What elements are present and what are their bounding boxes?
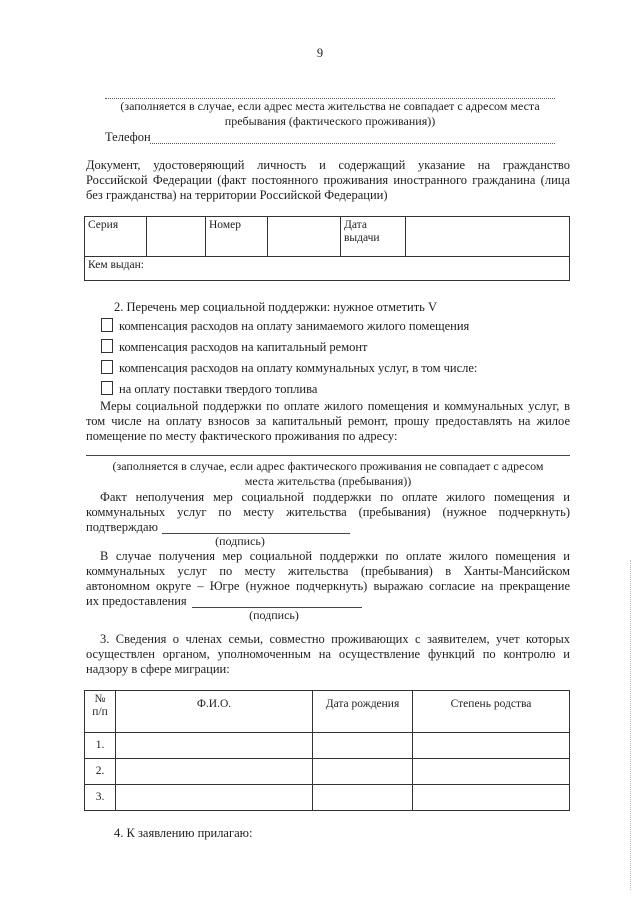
checkbox-capital-repair[interactable] (101, 339, 113, 353)
section2-heading: 2. Перечень мер социальной поддержки: нужное отметить V (114, 300, 438, 314)
identity-doc-table (84, 216, 570, 281)
row-number: 1. (85, 733, 116, 759)
col-num-header: № п/п (85, 691, 116, 733)
address-note-line2: пребывания (фактического проживания)) (224, 114, 436, 128)
identity-doc-line2: Российской Федерации (факт постоянного проживания иностранного гражданина (лица (86, 173, 570, 187)
name-cell[interactable] (116, 759, 313, 785)
option-living-space[interactable] (101, 318, 469, 334)
col-birth-header: Дата рождения (313, 691, 413, 733)
option-label: компенсация расходов на оплату занимаемого жилого помещения (119, 319, 470, 333)
identity-doc-line1: Документ, удостоверяющий личность и содержащий указание на гражданство (86, 158, 570, 172)
measures-line3: помещение по месту фактического проживания по адресу: (86, 429, 398, 443)
series-label: Серия (85, 217, 147, 257)
option-label: компенсация расходов на капитальный ремонт (119, 340, 368, 354)
issued-by-field[interactable] (85, 257, 570, 281)
issue-date-field[interactable] (406, 217, 570, 257)
actual-note-line1: (заполняется в случае, если адрес фактического проживания не совпадает с адресом (112, 459, 544, 473)
option-label: на оплату поставки твердого топлива (119, 382, 318, 396)
actual-note-line2: места жительства (пребывания)) (244, 474, 412, 488)
number-label: Номер (206, 217, 268, 257)
non-receipt-line2: коммунальных услуг по месту жительства (пребывания) (нужное подчеркнуть) (86, 505, 570, 519)
phone-field[interactable] (150, 143, 555, 144)
section3-line2: осуществлен органом, уполномоченным на осуществление функций по контролю и (86, 647, 570, 661)
birth-cell[interactable] (313, 785, 413, 811)
section3-line1: 3. Сведения о членах семьи, совместно проживающих с заявителем, учет которых (100, 632, 570, 646)
col-relation-header: Степень родства (413, 691, 570, 733)
actual-address-field[interactable] (86, 455, 570, 456)
identity-doc-line3: без гражданства) на территории Российской Федерации) (86, 188, 388, 202)
non-receipt-line1: Факт неполучения мер социальной поддержки по оплате жилого помещения и (100, 490, 570, 504)
series-field[interactable] (147, 217, 206, 257)
table-row (85, 785, 570, 811)
signature-caption-2: (подпись) (249, 608, 299, 622)
family-members-table (84, 690, 570, 811)
phone-label: Телефон (105, 130, 151, 144)
birth-cell[interactable] (313, 759, 413, 785)
section3-line3: надзору в сфере миграции: (86, 662, 230, 676)
measures-line1: Меры социальной поддержки по оплате жилого помещения и коммунальных услуг, в (100, 399, 570, 413)
non-receipt-line3: подтверждаю (86, 520, 158, 534)
table-row (85, 759, 570, 785)
page-number: 9 (316, 46, 324, 60)
relation-cell[interactable] (413, 759, 570, 785)
option-solid-fuel[interactable] (101, 381, 317, 397)
number-field[interactable] (268, 217, 341, 257)
relation-cell[interactable] (413, 733, 570, 759)
relation-cell[interactable] (413, 785, 570, 811)
scan-edge (630, 560, 631, 890)
consent-line1: В случае получения мер социальной поддержки по оплате жилого помещения и (100, 549, 570, 563)
option-label: компенсация расходов на оплату коммунальных услуг, в том числе: (119, 361, 478, 375)
option-capital-repair[interactable] (101, 339, 368, 355)
section4-heading: 4. К заявлению прилагаю: (114, 826, 253, 840)
name-cell[interactable] (116, 733, 313, 759)
checkbox-utilities[interactable] (101, 360, 113, 374)
checkbox-living-space[interactable] (101, 318, 113, 332)
option-utilities[interactable] (101, 360, 477, 376)
issued-by-label: Кем выдан: (88, 259, 144, 271)
col-name-header: Ф.И.О. (116, 691, 313, 733)
table-row (85, 733, 570, 759)
address-note-line1: (заполняется в случае, если адрес места жительства не совпадает с адресом места (120, 99, 540, 113)
measures-line2: том числе на оплату взносов за капитальный ремонт, прошу предоставлять на жилое (86, 414, 570, 428)
signature-caption-1: (подпись) (215, 534, 265, 548)
row-number: 2. (85, 759, 116, 785)
checkbox-solid-fuel[interactable] (101, 381, 113, 395)
consent-line2: коммунальных услуг по месту жительства (пребывания) в Ханты-Мансийском (86, 564, 570, 578)
consent-line3: автономном округе – Югре (нужное подчеркнуть) выражаю согласие на прекращение (86, 579, 570, 593)
consent-line4: их предоставления (86, 594, 187, 608)
birth-cell[interactable] (313, 733, 413, 759)
issue-date-label: Дата выдачи (341, 217, 406, 257)
row-number: 3. (85, 785, 116, 811)
table-header-row (85, 691, 570, 733)
name-cell[interactable] (116, 785, 313, 811)
